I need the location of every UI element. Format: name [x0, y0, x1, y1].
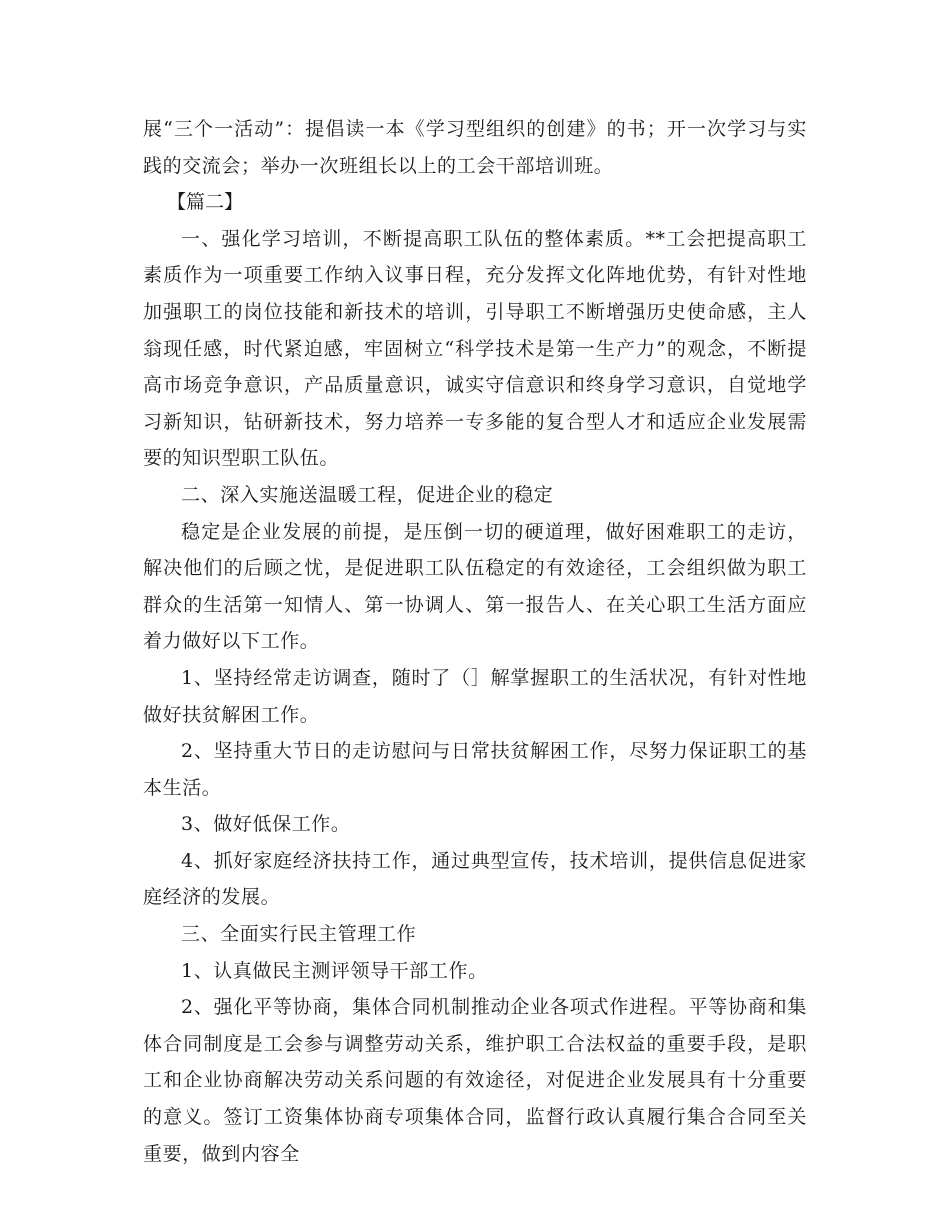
- list-item: 3、做好低保工作。: [181, 813, 351, 836]
- section-heading: 三、全面实行民主管理工作: [181, 923, 417, 946]
- list-item: 4、抓好家庭经济扶持工作，通过典型宣传，技术培训，提供信息促进家庭经济的发展。: [143, 849, 807, 909]
- paragraph: 稳定是企业发展的前提，是压倒一切的硬道理，做好困难职工的走访，解决他们的后顾之忧，是促进职工队伍稳定的有效途径，工会组织做为职工群众的生活第一知情人、第一协调人、第一报告人、在关心职工生活方面应着力做好以下工作。: [143, 520, 807, 653]
- list-item: 1、坚持经常走访调查，随时了（］解掌握职工的生活状况，有针对性地做好扶贫解困工作。: [143, 666, 807, 726]
- paragraph-continuation: 展“三个一活动”：提倡读一本《学习型组织的创建》的书；开一次学习与实践的交流会；举办一次班组长以上的工会干部培训班。: [143, 118, 807, 177]
- document-body: [143, 111, 807, 1172]
- list-item: 2、坚持重大节日的走访慰问与日常扶贫解困工作，尽努力保证职工的基本生活。: [143, 740, 807, 799]
- section-heading: 二、深入实施送温暖工程，促进企业的稳定: [181, 483, 554, 506]
- list-item: 1、认真做民主测评领导干部工作。: [181, 959, 488, 982]
- list-item: 2、强化平等协商，集体合同机制推动企业各项式作进程。平等协商和集体合同制度是工会参与调整劳动关系，维护职工合法权益的重要手段，是职工和企业协商解决劳动关系问题的有效途径，对促进企业发展具有十分重要的意义。签订工资集体协商专项集体合同，监督行政认真履行集合合同至关重要，做到内容全: [143, 996, 807, 1165]
- paragraph: 一、强化学习培训，不断提高职工队伍的整体素质。**工会把提高职工素质作为一项重要工作纳入议事日程，充分发挥文化阵地优势，有针对性地加强职工的岗位技能和新技术的培训，引导职工不断增强历史使命感，主人翁现任感，时代紧迫感，牢固树立“科学技术是第一生产力”的观念，不断提高市场竞争意识，产品质量意识，诚实守信意识和终身学习意识，自觉地学习新知识，钻研新技术，努力培养一专多能的复合型人才和适应企业发展需要的知识型职工队伍。: [143, 227, 807, 470]
- section-tag: 【篇二】: [167, 191, 244, 214]
